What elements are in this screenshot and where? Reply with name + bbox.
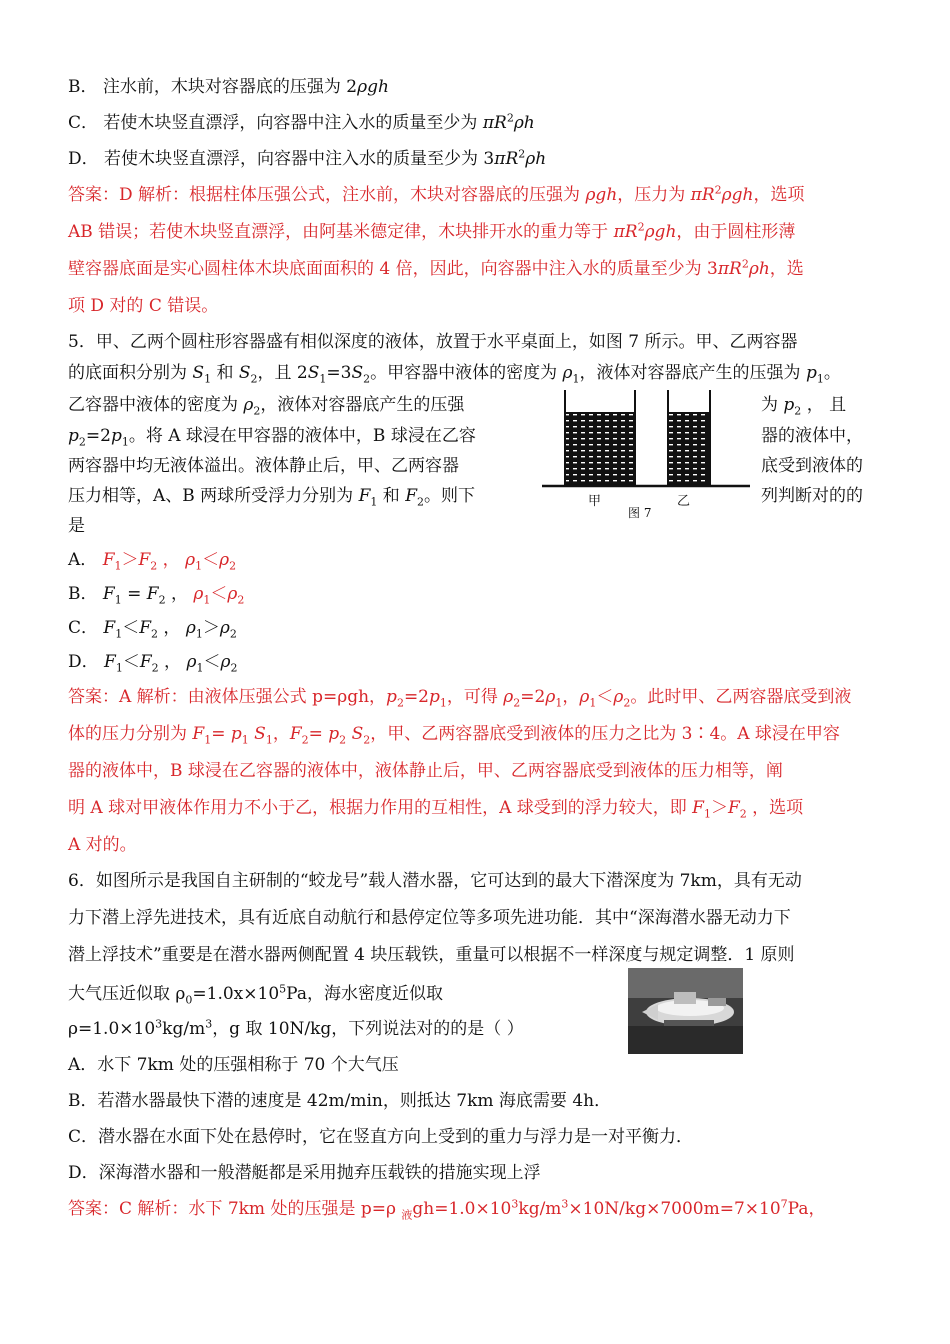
q5-stem-line-6-right: 列判断对的的: [761, 486, 863, 506]
q5-answer-line-4: 明 A 球对甲液体作用力不小于乙，根据力作用的互相性，A 球受到的浮力较大，即 $F_1>F_2$ ，选项: [68, 798, 804, 821]
q4-answer-line-2: AB 错误；若使木块竖直漂浮，由阿基米德定律，木块排开水的重力等于 $\pi R^2\rho gh$，由于圆柱形薄: [68, 220, 796, 242]
q5-stem-line-5-left: 两容器中均无液体溢出。液体静止后，甲、乙两容器: [68, 456, 459, 476]
q5-stem-line-5-right: 底受到液体的: [761, 456, 863, 476]
q5-option-d: D． $F_1<F_2$ ， $\rho_1<\rho_2$: [68, 652, 238, 675]
q4-option-c: C． 若使木块竖直漂浮，向容器中注入水的质量至少为 $\pi R^2\rho h$: [68, 111, 535, 133]
q6-stem-line-3: 潜上浮技术”重要是在潜水器两侧配置 4 块压载铁，重量可以根据不一样深度与规定调整．1 原则: [68, 945, 795, 965]
q6-stem-line-4: 大气压近似取 $\rho_0=1.0x\times 10^5Pa$，海水密度近似取: [68, 982, 443, 1007]
liquid-yi: [668, 412, 710, 485]
submersible-photo: [628, 968, 743, 1054]
q6-option-b: B．若潜水器最快下潜的速度是 42m/min，则抵达 7km 海底需要 4h．: [68, 1091, 612, 1111]
q6-option-d: D．深海潜水器和一般潜艇都是采用抛弃压载铁的措施实现上浮: [68, 1163, 541, 1183]
q6-stem-line-1: 6．如图所示是我国自主研制的“蛟龙号”载人潜水器，它可达到的最大下潜深度为 7km，具有无动: [68, 871, 802, 891]
q6-answer-line-1: 答案：C 解析：水下 7km 处的压强是 p=ρ $_液gh=1.0\times 10^3kg/m^3\times 10N/kg\times 7000m=7\times 10^7Pa$，: [68, 1197, 826, 1222]
q4-answer-line-4: 项 D 对的 C 错误。: [68, 296, 219, 316]
q6-stem-line-5: $\rho=1.0\times 10^3kg/m^3$，g 取 10N/kg，下列说法对的的是（ ）: [68, 1017, 524, 1039]
q5-answer-line-3: 器的液体中，B 球浸在乙容器的液体中，液体静止后，甲、乙两容器底受到液体的压力相等，阐: [68, 761, 783, 781]
q5-option-c: C． $F_1<F_2$ ， $\rho_1>\rho_2$: [68, 618, 237, 641]
q5-stem-line-1: 5．甲、乙两个圆柱形容器盛有相似深度的液体，放置于水平桌面上，如图 7 所示。甲、乙两容器: [68, 332, 798, 352]
q5-stem-line-3-right: 为 $p_2$ ， 且: [761, 395, 847, 418]
q5-stem-line-3-left: 乙容器中液体的密度为 $\rho_2$，液体对容器底产生的压强: [68, 395, 465, 418]
label-jia: 甲: [588, 494, 602, 509]
q6-option-a: A．水下 7km 处的压强相称于 70 个大气压: [68, 1055, 399, 1075]
figure-7: [540, 382, 752, 522]
q5-answer-line-2: 体的压力分别为 $F_1= p_1$ $S_1$，$F_2= p_2$ $S_2$，甲、乙两容器底受到液体的压力之比为 3∶4。A 球浸在甲容: [68, 724, 840, 747]
two-containers-diagram: [540, 382, 752, 522]
label-yi: 乙: [677, 494, 691, 509]
q6-stem-line-2: 力下潜上浮先进技术，具有近底自动航行和悬停定位等多项先进功能．其中“深海潜水器无动力下: [68, 908, 791, 928]
q5-answer-line-1: 答案：A 解析：由液体压强公式 p=ρgh，$p_2=2p_1$，可得 $\rho_2=2\rho_1$，$\rho_1<\rho_2$。此时甲、乙两容器底受到液: [68, 687, 852, 710]
q5-answer-line-5: A 对的。: [68, 835, 137, 855]
q4-answer-line-3: 壁容器底面是实心圆柱体木块底面面积的 4 倍，因此，向容器中注入水的质量至少为 $3\pi R^2\rho h$，选: [68, 257, 804, 279]
q5-option-a: A． $F_1>F_2$ ， $\rho_1<\rho_2$: [68, 550, 237, 573]
q5-stem-line-7: 是: [68, 516, 85, 536]
liquid-jia: [565, 412, 635, 485]
q5-stem-line-4-left: $p_2=2p_1$。将 A 球浸在甲容器的液体中，B 球浸在乙容: [68, 426, 476, 449]
q5-option-b: B． $F_1 = F_2$ ， $\rho_1<\rho_2$: [68, 584, 245, 607]
figure-caption: 图 7: [628, 506, 652, 520]
q5-stem-line-4-right: 器的液体中，: [761, 426, 863, 446]
q4-option-d: D． 若使木块竖直漂浮，向容器中注入水的质量至少为 $3\pi R^2\rho h$: [68, 147, 547, 169]
q6-option-c: C．潜水器在水面下处在悬停时，它在竖直方向上受到的重力与浮力是一对平衡力．: [68, 1127, 694, 1147]
q4-option-b: B． 注水前，木块对容器底的压强为 2ρgh: [68, 77, 389, 97]
q5-stem-line-2: 的底面积分别为 $S_1$ 和 $S_2$，且 $2S_1=3S_2$。甲容器中液体的密度为 $\rho_1$，液体对容器底产生的压强为 $p_1$。: [68, 363, 841, 386]
q4-answer-line-1: 答案：D 解析：根据柱体压强公式，注水前，木块对容器底的压强为 ρgh，压力为 $\pi R^2\rho gh$，选项: [68, 183, 805, 205]
q5-stem-line-6-left: 压力相等，A、B 两球所受浮力分别为 $F_1$ 和 $F_2$。则下: [68, 486, 475, 509]
submersible-image: [628, 968, 743, 1054]
